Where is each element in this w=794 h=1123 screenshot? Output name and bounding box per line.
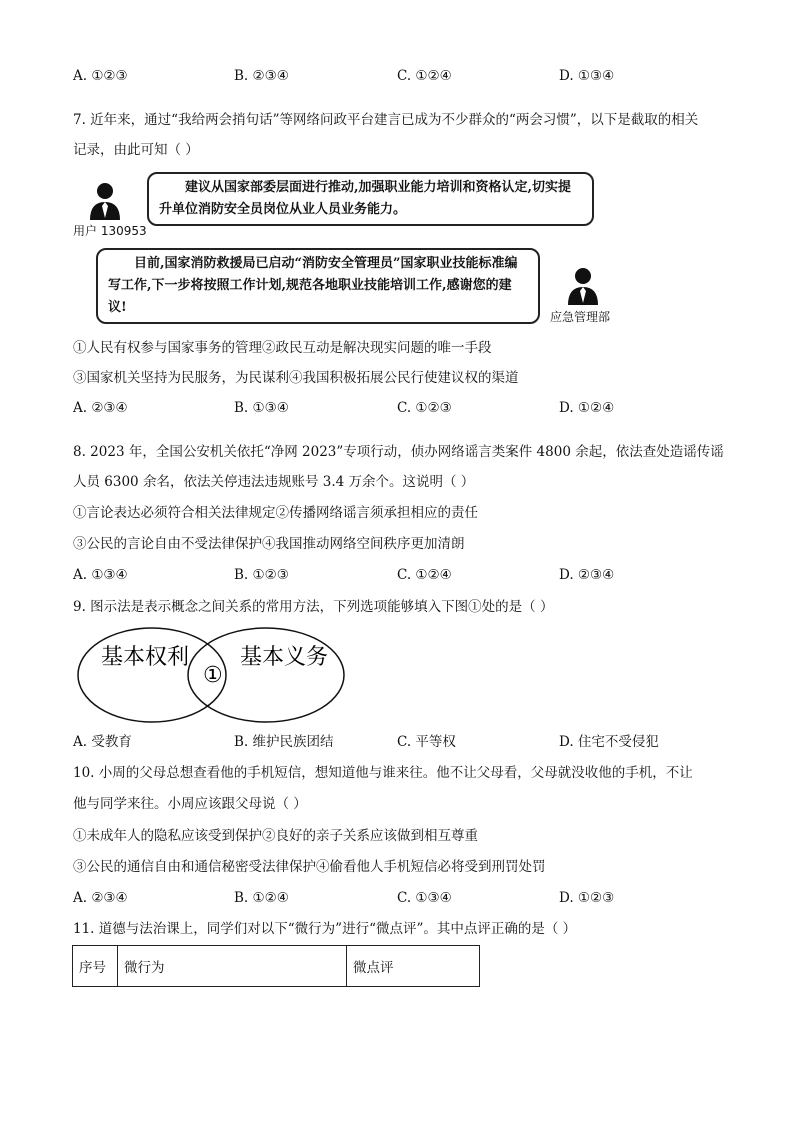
dept-message-text: 目前,国家消防救援局已启动“消防安全管理员”国家职业技能标准编写工作,下一步将按照工作计划,规范各地职业技能培训工作,感谢您的建议! [108,256,518,315]
q8-option-c[interactable]: C. ①②④ [397,567,452,583]
q9-option-a[interactable]: A. 受教育 [73,734,132,750]
q10-stem-line2: 他与同学来往。小周应该跟父母说（ ） [73,796,307,812]
q10-statement2: ③公民的通信自由和通信秘密受法律保护④偷看他人手机短信必将受到刑罚处罚 [73,859,546,875]
dept-avatar-icon [566,265,600,305]
q7-stem-line1: 7. 近年来，通过“我给两会捎句话”等网络问政平台建言已成为不少群众的“两会习惯”，以下是截取的相关 [73,112,699,128]
q7-statement2: ③国家机关坚持为民服务，为民谋利④我国积极拓展公民行使建议权的渠道 [73,370,519,386]
q8-option-a[interactable]: A. ①③④ [73,567,128,583]
table-header-row [73,946,480,987]
q11-stem: 11. 道德与法治课上，同学们对以下“微行为”进行“微点评”。其中点评正确的是（ ） [73,921,577,937]
q8-stem-line2: 人员 6300 余名，依法关停违法违规账号 3.4 万余个。这说明（ ） [73,474,475,490]
venn-label-duties: 基本义务 [240,645,329,670]
q6-option-b[interactable]: B. ②③④ [234,68,289,84]
q9-option-b[interactable]: B. 维护民族团结 [234,734,334,750]
q10-statement1: ①未成年人的隐私应该受到保护②良好的亲子关系应该做到相互尊重 [73,828,478,844]
dept-message-bubble [96,248,540,324]
q7-option-b[interactable]: B. ①③④ [234,400,289,416]
q8-option-b[interactable]: B. ①②③ [234,567,289,583]
q11-table [72,945,480,987]
q6-option-a[interactable]: A. ①②③ [73,68,128,84]
q10-option-d[interactable]: D. ①②③ [559,890,615,906]
table-header-cell: 序号 [73,946,118,987]
q6-option-d[interactable]: D. ①③④ [559,68,615,84]
venn-diagram [72,622,362,727]
venn-label-rights: 基本权利 [101,645,190,670]
user-label: 用户 130953 [73,224,147,238]
table-header-cell: 微行为 [118,946,347,987]
table-header-cell: 微点评 [347,946,480,987]
venn-label-center: ① [203,663,223,688]
q9-option-c[interactable]: C. 平等权 [397,734,456,750]
user-message-bubble [147,172,594,226]
q9-stem: 9. 图示法是表示概念之间关系的常用方法，下列选项能够填入下图①处的是（ ） [73,599,554,615]
user-avatar-icon [88,180,122,220]
user-message-text: 建议从国家部委层面进行推动,加强职业能力培训和资格认定,切实提升单位消防安全员岗位从业人员业务能力。 [159,180,572,217]
q10-stem-line1: 10. 小周的父母总想查看他的手机短信，想知道他与谁来往。他不让父母看，父母就没收他的手机，不让 [73,765,693,781]
q10-option-b[interactable]: B. ①②④ [234,890,289,906]
q7-option-c[interactable]: C. ①②③ [397,400,452,416]
q8-option-d[interactable]: D. ②③④ [559,567,615,583]
q7-stem-line2: 记录，由此可知（ ） [73,142,199,158]
q8-stem-line1: 8. 2023 年，全国公安机关依托“净网 2023”专项行动，侦办网络谣言类案件 4800 余起，依法查处造谣传谣 [73,444,724,460]
q7-statement1: ①人民有权参与国家事务的管理②政民互动是解决现实问题的唯一手段 [73,340,492,356]
q10-option-c[interactable]: C. ①③④ [397,890,452,906]
q8-statement2: ③公民的言论自由不受法律保护④我国推动网络空间秩序更加清朗 [73,536,465,552]
q6-option-c[interactable]: C. ①②④ [397,68,452,84]
q8-statement1: ①言论表达必须符合相关法律规定②传播网络谣言须承担相应的责任 [73,505,478,521]
q9-option-d[interactable]: D. 住宅不受侵犯 [559,734,659,750]
q10-option-a[interactable]: A. ②③④ [73,890,128,906]
q7-option-d[interactable]: D. ①②④ [559,400,615,416]
dept-label: 应急管理部 [550,310,611,324]
q7-option-a[interactable]: A. ②③④ [73,400,128,416]
